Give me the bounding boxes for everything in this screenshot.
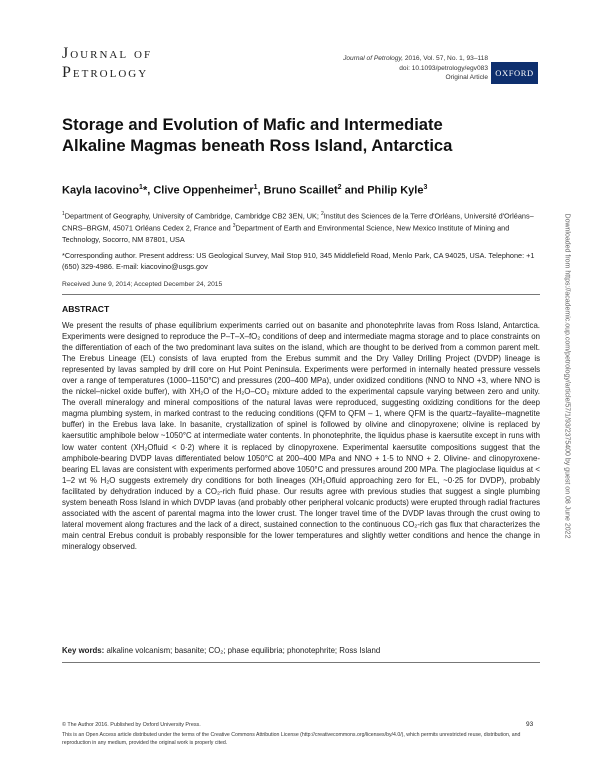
journal-name-line2: Petrology xyxy=(62,64,149,81)
author-affiliation-mark: 1 xyxy=(253,184,258,191)
download-notice: Downloaded from https://academic.oup.com/petrology/article/57/1/93/2375400 by guest on 08 June 2022 xyxy=(563,213,571,539)
license-notice: This is an Open Access article distributed under the terms of the Creative Commons Attribution License (http://creativecommons.org/licenses/by/4.0/), which permits unrestricted reuse, distribution, and reproduction in any medium, provided the original work is properly cited. xyxy=(62,732,521,746)
author-name: Clive Oppenheimer xyxy=(153,184,254,197)
doi-link[interactable]: doi: 10.1093/petrology/egv083 xyxy=(399,64,488,72)
author-affiliation-mark: 1 xyxy=(139,184,143,191)
journal-name-line1: Journal of xyxy=(62,45,153,62)
author-list: Kayla Iacovino$^1$*, Clive Oppenheimer$^1$, Bruno Scaillet$^2$ and Philip Kyle$^3$ xyxy=(62,184,428,197)
author-affiliation-mark: 3 xyxy=(423,184,428,191)
author-name: Kayla Iacovino xyxy=(62,184,140,197)
affiliations xyxy=(62,209,540,245)
affiliation-mark: 2 xyxy=(320,211,324,217)
divider-bottom xyxy=(62,662,540,663)
citation-block xyxy=(248,54,488,83)
keywords xyxy=(62,646,540,655)
citation-line xyxy=(248,54,488,64)
citation-volume: 2016, Vol. 57, No. 1, 93–118 xyxy=(403,55,488,62)
article-title: Storage and Evolution of Mafic and Intermediate Alkaline Magmas beneath Ross Island, Antarctica xyxy=(62,115,453,155)
citation-journal: Journal of Petrology, xyxy=(343,55,404,62)
affiliation-mark: 3 xyxy=(232,223,236,230)
corresponding-mark: * xyxy=(142,184,148,197)
author-name: Philip Kyle xyxy=(367,184,424,197)
abstract-body: We present the results of phase equilibrium experiments carried out on basanite and phonotephrite lavas from Ross Island, Antarctica. Experiments were designed to reproduce the P–T–X–fO₂ conditions of deep and intermediate magma storage and to place constraints on the differentiation of each of the two predominant lava suites on the island, which are thought to be derived from a common parent melt. The Erebus Lineage (EL) consists of lava erupted from the Erebus summit and the Dry Valley Drilling Project (DVDP) lineage is represented by lavas sampled by drill core on Hut Point Peninsula. Experiments were performed in internally heated pressure vessels over a range of temperatures (1000–1150°C) and pressures (200–400 MPa), under oxidized conditions (NNO to NNO +3, where NNO is the nickel–nickel oxide buffer), with XH₂O of the H₂O–CO₂ mixture added to the experimental capsule varying between zero and unity. The overall mineralogy and mineral compositions of the natural lavas were reproduced, suggesting oxidizing conditions for the deep magma plumbing system, in marked contrast to the reducing conditions (QFM to QFM – 1, where QFM is the quartz–fayalite–magnetite buffer) in the Erebus lava lake. In basanite, crystallization of spinel is followed by olivine and clinopyroxene; olivine is replaced by kaersutitic amphibole below ~1050°C at intermediate water contents. In phonotephrite, the liquidus phase is kaersutite except in runs with low water content (XH₂Ofluid < 0·2) where it is replaced by clinopyroxene. Experimental kaersutite compositions suggest that the amphibole-bearing DVDP lavas differentiated below 1050°C at 200–400 MPa and NNO + 1·5 to NNO + 2. Olivine- and clinopyroxene-bearing EL lavas are consistent with experiments performed above 1050°C and pressures around 200 MPa. The plagioclase liquidus at < 1–2 wt % H₂O suggests extremely dry conditions for both lineages (XH₂Ofluid approaching zero for EL, ~0·25 for DVDP), probably facilitated by dehydration induced by a CO₂-rich fluid phase. Our results agree with previous studies that suggest a single plumbing system beneath Ross Island in which DVDP lavas (and probably other peripheral volcanic products) were erupted through radial fractures associated with the ascent of parental magma into the lower crust. The longer travel time of the DVDP lavas through the crust owing to lateral movement along fractures and the lack of a direct, sustained connection to the continuous CO₂-rich gas flux that characterizes the main central Erebus conduit is probably responsible for the lower temperatures and slightly wetter conditions and hence the change in mineralogy observed. xyxy=(62,321,540,551)
author-name: Bruno Scaillet xyxy=(263,184,338,197)
divider-top xyxy=(62,294,540,295)
affiliation-text: Department of Earth and Environmental Science, New Mexico Institute of Mining and Technology, Socorro, NM 87801, USA xyxy=(62,223,510,244)
oxford-logo-text: OXFORD xyxy=(495,68,534,78)
oxford-logo[interactable] xyxy=(491,62,538,84)
keywords-label: Key words: xyxy=(62,646,105,655)
keywords-list: alkaline volcanism; basanite; CO₂; phase equilibria; phonotephrite; Ross Island xyxy=(104,646,381,655)
affiliation-text: Department of Geography, University of Cambridge, Cambridge CB2 3EN, UK; xyxy=(64,211,321,221)
abstract-heading: ABSTRACT xyxy=(62,304,110,314)
corresponding-author-note: *Corresponding author. Present address: US Geological Survey, Mail Stop 910, 345 Middlefield Road, Menlo Park, CA 94025, USA. Telephone: +1 (650) 329-4986. E-mail: kiacovino@usgs.gov xyxy=(62,251,535,271)
affiliation-text: Institut des Sciences de la Terre d'Orléans, Université d'Orléans–CNRS–BRGM, 45071 Orléans Cedex 2, France and xyxy=(62,211,534,233)
page-number: 93 xyxy=(526,721,534,728)
author-affiliation-mark: 2 xyxy=(337,184,342,191)
article-type: Original Article xyxy=(445,74,488,82)
received-accepted-dates: Received June 9, 2014; Accepted December 24, 2015 xyxy=(62,281,223,288)
copyright-notice: © The Author 2016. Published by Oxford University Press. xyxy=(62,722,201,728)
journal-name xyxy=(62,44,152,82)
affiliation-mark: 1 xyxy=(62,211,65,217)
